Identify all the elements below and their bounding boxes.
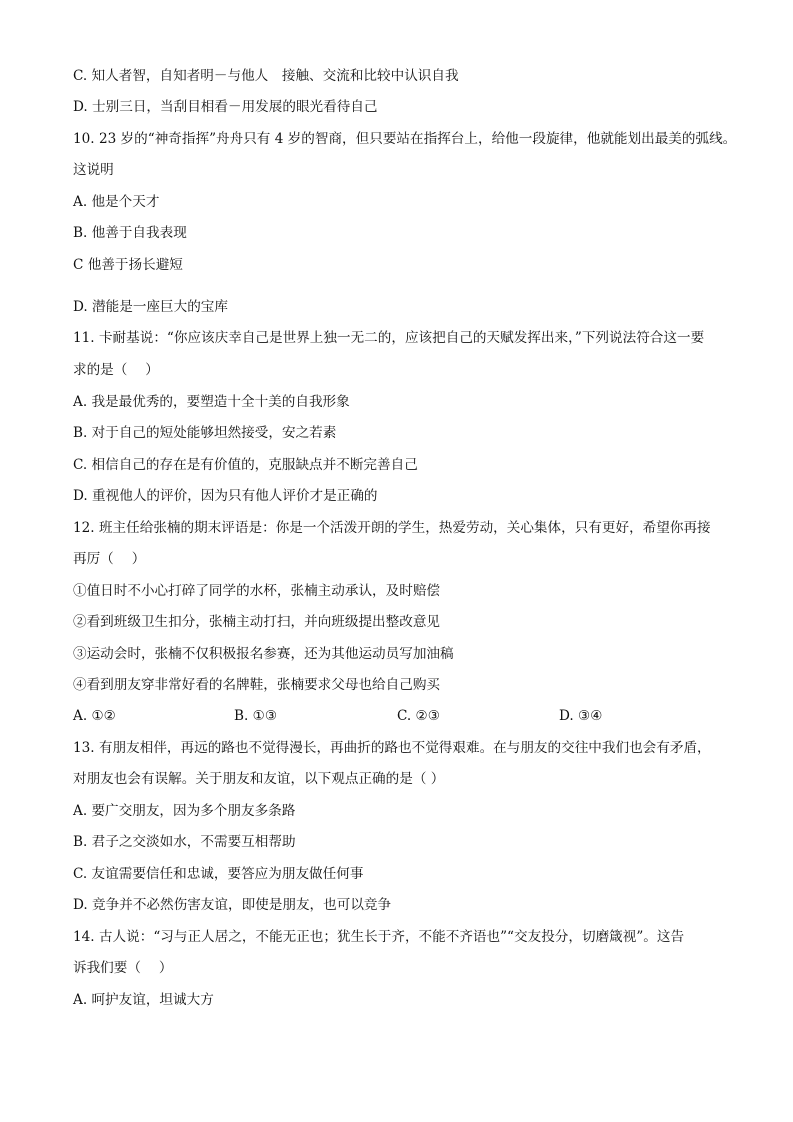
q10-stem-line-1: 10. 23 岁的“神奇指挥”舟舟只有 4 岁的智商，但只要站在指挥台上，给他一段旋律，他就能划出最美的弧线。: [73, 131, 737, 147]
q12-option-b: B. ①③: [234, 708, 278, 724]
q9-option-d: D. 士别三日，当刮目相看－用发展的眼光看待自己: [73, 99, 378, 115]
q12-option-a: A. ①②: [73, 708, 116, 724]
q10-option-b: B. 他善于自我表现: [73, 225, 187, 241]
q11-option-d: D. 重视他人的评价，因为只有他人评价才是正确的: [73, 488, 378, 504]
q12-statement-4: ④看到朋友穿非常好看的名牌鞋，张楠要求父母也给自己购买: [73, 677, 441, 693]
q12-options-row: [73, 706, 723, 726]
q10-option-c: C 他善于扬长避短: [73, 257, 183, 273]
q14-stem-line-2: 诉我们要（ ）: [73, 960, 173, 976]
q12-stem-line-1: 12. 班主任给张楠的期末评语是：你是一个活泼开朗的学生，热爱劳动，关心集体，只有更好，希望你再接: [73, 520, 711, 536]
q13-option-b: B. 君子之交淡如水，不需要互相帮助: [73, 834, 296, 850]
q10-stem-line-2: 这说明: [73, 162, 114, 178]
q11-stem-line-1: 11. 卡耐基说：“你应该庆幸自己是世界上独一无二的，应该把自己的天赋发挥出来，”下列说法符合这一要: [73, 330, 705, 346]
q11-option-b: B. 对于自己的短处能够坦然接受，安之若素: [73, 425, 337, 441]
q12-statement-2: ②看到班级卫生扣分，张楠主动打扫，并向班级提出整改意见: [73, 614, 441, 630]
q12-option-d: D. ③④: [559, 708, 603, 724]
q12-statement-1: ①值日时不小心打碎了同学的水杯，张楠主动承认，及时赔偿: [73, 583, 441, 599]
q12-stem-line-2: 再厉（ ）: [73, 551, 146, 567]
q13-option-d: D. 竞争并不必然伤害友谊，即使是朋友，也可以竞争: [73, 897, 392, 913]
q11-option-c: C. 相信自己的存在是有价值的，克服缺点并不断完善自己: [73, 457, 418, 473]
q10-option-a: A. 他是个天才: [73, 194, 160, 210]
q13-option-c: C. 友谊需要信任和忠诚，要答应为朋友做任何事: [73, 866, 364, 882]
q11-option-a: A. 我是最优秀的，要塑造十全十美的自我形象: [73, 394, 350, 410]
q10-option-d: D. 潜能是一座巨大的宝库: [73, 299, 228, 315]
q9-option-c: C. 知人者智，自知者明－与他人 接触、交流和比较中认识自我: [73, 68, 459, 84]
q13-stem-line-1: 13. 有朋友相伴，再远的路也不觉得漫长，再曲折的路也不觉得艰难。在与朋友的交往中我们也会有矛盾，: [73, 740, 711, 756]
q12-statement-3: ③运动会时，张楠不仅积极报名参赛，还为其他运动员写加油稿: [73, 646, 454, 662]
q14-option-a: A. 呵护友谊，坦诚大方: [73, 992, 214, 1008]
q12-option-c: C. ②③: [397, 708, 440, 724]
q11-stem-line-2: 求的是（ ）: [73, 362, 159, 378]
q13-stem-line-2: 对朋友也会有误解。关于朋友和友谊，以下观点正确的是（ ）: [73, 771, 445, 787]
q13-option-a: A. 要广交朋友，因为多个朋友多条路: [73, 803, 296, 819]
q14-stem-line-1: 14. 古人说：“习与正人居之，不能无正也；犹生长于齐，不能不齐语也”“交友投分，切磨箴视”。这告: [73, 929, 685, 945]
